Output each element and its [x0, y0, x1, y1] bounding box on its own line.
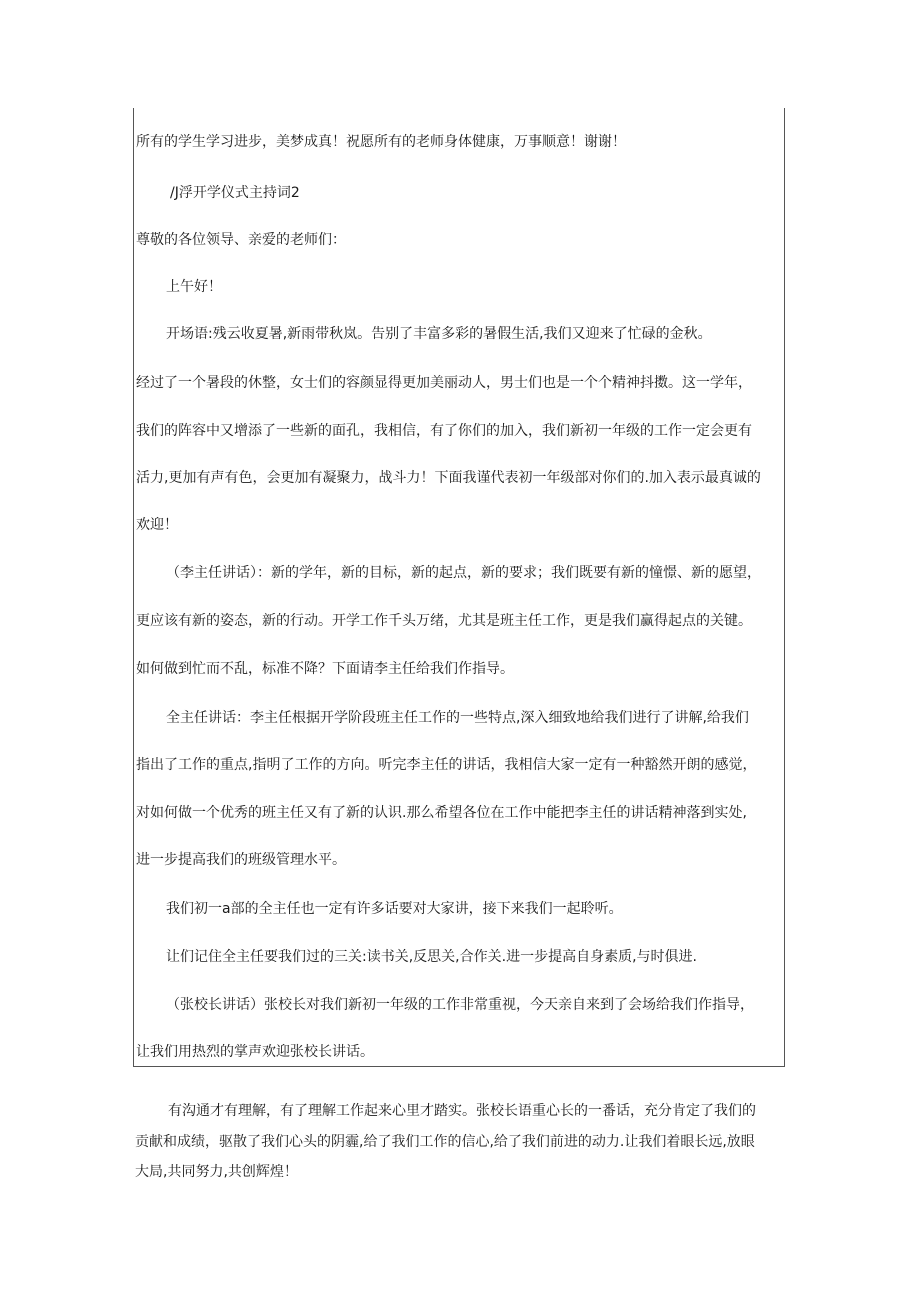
paragraph-line: 所有的学生学习进步，美梦成真！祝愿所有的老师身体健康，万事顺意！谢谢！ [136, 134, 626, 150]
paragraph-line: 让们记住全主任要我们过的三关:读书关,反思关,合作关.进一步提高自身素质,与时俱进. [166, 949, 697, 965]
paragraph-line: 指出了工作的重点,指明了工作的方向。听完李主任的讲话，我相信大家一定有一种豁然开朗的感觉， [136, 757, 757, 773]
paragraph-line: （李主任讲话）：新的学年，新的目标，新的起点，新的要求；我们既要有新的憧憬、新的愿望， [166, 565, 761, 581]
closing-paragraph-line: 有沟通才有理解，有了理解工作起来心里才踏实。张校长语重心长的一番话，充分肯定了我们的 [168, 1103, 756, 1119]
paragraph-line: 欢迎！ [136, 517, 178, 533]
salutation-line: 尊敬的各位领导、亲爱的老师们： [136, 232, 346, 248]
paragraph-line: 对如何做一个优秀的班主任又有了新的认识.那么希望各位在工作中能把李主任的讲话精神落到实处, [136, 805, 747, 821]
paragraph-line: （张校长讲话）张校长对我们新初一年级的工作非常重视，今天亲自来到了会场给我们作指导， [166, 997, 754, 1013]
greeting-line: 上午好！ [166, 279, 222, 295]
closing-paragraph-line: 贡献和成绩，驱散了我们心头的阴霾,给了我们工作的信心,给了我们前进的动力.让我们着眼长远,放眼 [135, 1134, 755, 1150]
bordered-text-frame [133, 108, 785, 1067]
paragraph-line: 开场语:残云收夏暑,新雨带秋岚。告别了丰富多彩的暑假生活,我们又迎来了忙碌的金秋。 [166, 326, 712, 342]
paragraph-line: 进一步提高我们的班级管理水平。 [136, 852, 346, 868]
paragraph-line: 更应该有新的姿态，新的行动。开学工作千头万绪，尤其是班主任工作，更是我们赢得起点的关键。 [136, 613, 752, 629]
paragraph-line: 活力,更加有声有色，会更加有凝聚力，战斗力！下面我谨代表初一年级部对你们的.加入表示最真诚的 [136, 470, 761, 486]
section-heading: /J浮开学仪式主持词2 [170, 185, 300, 201]
closing-paragraph-line: 大局,共同努力,共创辉煌！ [135, 1164, 298, 1180]
paragraph-line: 如何做到忙而不乱，标准不降？下面请李主任给我们作指导。 [136, 661, 514, 677]
paragraph-line: 全主任讲话：李主任根据开学阶段班主任工作的一些特点,深入细致地给我们进行了讲解,给我们 [166, 710, 749, 726]
paragraph-line: 我们的阵容中又增添了一些新的面孔，我相信，有了你们的加入，我们新初一年级的工作一定会更有 [136, 423, 752, 439]
paragraph-line: 让我们用热烈的掌声欢迎张校长讲话。 [136, 1044, 374, 1060]
paragraph-line: 我们初一a部的全主任也一定有许多话要对大家讲，接下来我们一起聆听。 [166, 901, 623, 917]
paragraph-line: 经过了一个暑段的休整，女士们的容颜显得更加美丽动人，男士们也是一个个精神抖擞。这一学年， [136, 375, 752, 391]
